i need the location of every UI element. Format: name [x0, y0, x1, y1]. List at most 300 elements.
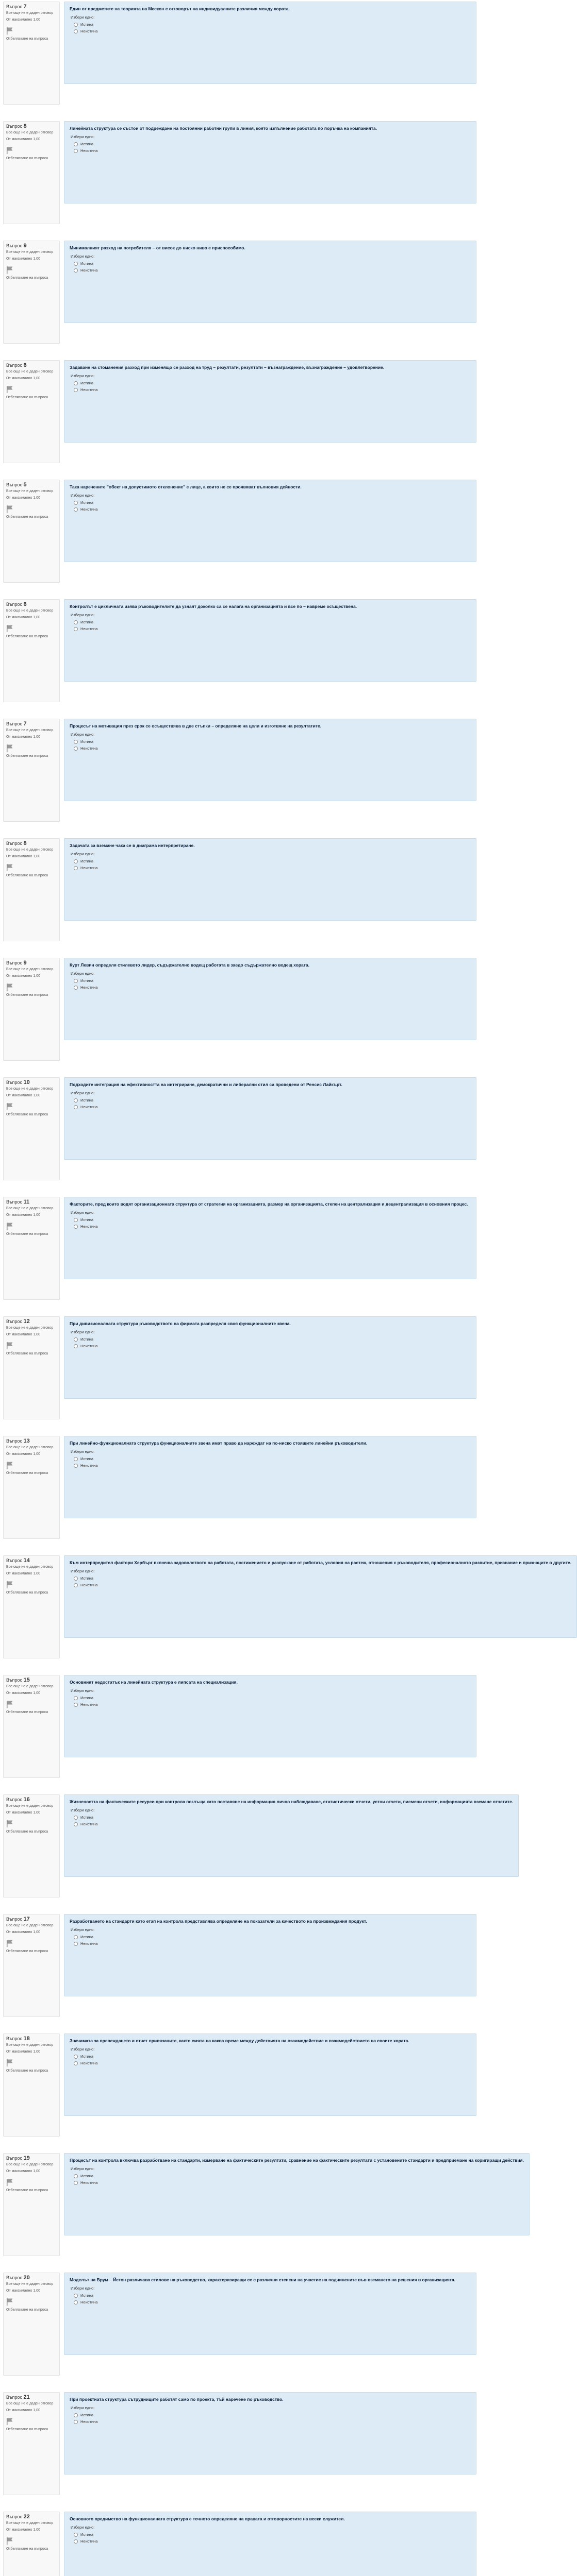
- question-content: [64, 2033, 476, 2153]
- option-false[interactable]: [74, 1462, 471, 1469]
- flag-question-link[interactable]: Отбелязване на въпроса: [6, 1710, 48, 1714]
- question-block: [0, 480, 480, 599]
- radio-false[interactable]: [74, 388, 78, 392]
- option-false[interactable]: [74, 1343, 471, 1349]
- question-formulation: [64, 838, 476, 921]
- radio-true[interactable]: [74, 2055, 78, 2059]
- option-true[interactable]: [74, 1455, 471, 1462]
- radio-true[interactable]: [74, 1098, 78, 1103]
- question-formulation: [64, 1077, 476, 1160]
- question-info: [3, 2, 60, 105]
- question-info: [3, 1197, 60, 1300]
- flag-icon[interactable]: [6, 1700, 13, 1708]
- question-number: [6, 124, 57, 129]
- question-info: [3, 1675, 60, 1778]
- option-false-label: Неистина: [80, 1822, 98, 1826]
- question-content: [64, 1316, 476, 1436]
- question-formulation: [64, 1436, 476, 1518]
- radio-true[interactable]: [74, 262, 78, 266]
- flag-question-link[interactable]: Отбелязване на въпроса: [6, 1591, 48, 1595]
- question-state: Все още не е даден отговор: [6, 1207, 54, 1210]
- question-formulation: [64, 2153, 530, 2235]
- flag-icon[interactable]: [6, 1939, 13, 1947]
- radio-true[interactable]: [74, 1337, 78, 1342]
- radio-true[interactable]: [74, 1577, 78, 1581]
- option-false[interactable]: [74, 2179, 524, 2186]
- flag-question-link[interactable]: Отбелязване на въпроса: [6, 1113, 48, 1116]
- radio-false[interactable]: [74, 149, 78, 153]
- question-formulation: [64, 360, 476, 443]
- option-false[interactable]: [74, 147, 471, 154]
- option-false-label: Неистина: [80, 1344, 98, 1348]
- radio-false[interactable]: [74, 1822, 78, 1826]
- option-false[interactable]: [74, 1701, 471, 1708]
- question-text: Факторите, пред които водят организационната структура от стратегия на организацията, размер на организацията, степен на централизация и децентрализация в основния процес.: [70, 1201, 468, 1207]
- question-info: [3, 1555, 60, 1658]
- question-state: Все още не е даден отговор: [6, 1685, 54, 1688]
- question-state: Все още не е даден отговор: [6, 1446, 54, 1449]
- option-false[interactable]: [74, 865, 471, 871]
- question-state: Все още не е даден отговор: [6, 968, 54, 971]
- option-true[interactable]: [74, 380, 471, 386]
- radio-true[interactable]: [74, 1816, 78, 1820]
- flag-icon[interactable]: [6, 2178, 13, 2187]
- answer-options: [74, 2531, 471, 2545]
- flag-question-link[interactable]: Отбелязване на въпроса: [6, 635, 48, 638]
- option-false[interactable]: [74, 1104, 471, 1110]
- question-grade: От максимално 1,00: [6, 496, 40, 500]
- radio-true[interactable]: [74, 2174, 78, 2178]
- answer-prompt: Избери едно:: [71, 1569, 95, 1573]
- answer-options: [74, 1934, 471, 1947]
- question-info: [3, 1914, 60, 2017]
- question-formulation: [64, 2033, 476, 2116]
- flag-question-link[interactable]: Отбелязване на въпроса: [6, 2547, 48, 2551]
- question-content: [64, 2273, 476, 2392]
- option-true[interactable]: [74, 1216, 471, 1223]
- question-number: [6, 2395, 57, 2400]
- question-block: [0, 719, 480, 838]
- question-state: Все още не е даден отговор: [6, 1087, 54, 1091]
- radio-true[interactable]: [74, 620, 78, 624]
- flag-icon[interactable]: [6, 385, 13, 394]
- option-false-label: Неистина: [80, 1583, 98, 1587]
- question-text: Процесът на мотивация през срок се осъществява в две стъпки – определяне на цели и изготвяне на резултатите.: [70, 723, 322, 728]
- question-grade: От максимално 1,00: [6, 257, 40, 261]
- question-word: Въпрос: [6, 1438, 23, 1444]
- flag-question-link[interactable]: Отбелязване на въпроса: [6, 2069, 48, 2073]
- option-false-label: Неистина: [80, 626, 98, 631]
- radio-false[interactable]: [74, 1464, 78, 1468]
- option-true[interactable]: [74, 1575, 571, 1582]
- radio-false[interactable]: [74, 2420, 78, 2424]
- option-false[interactable]: [74, 2060, 471, 2066]
- question-content: [64, 1675, 476, 1794]
- question-number-value: 17: [23, 1916, 30, 1922]
- option-true[interactable]: [74, 260, 471, 267]
- option-true-label: Истина: [80, 978, 94, 983]
- question-formulation: [64, 958, 476, 1040]
- radio-false[interactable]: [74, 1225, 78, 1229]
- question-block: [0, 1197, 480, 1316]
- option-false[interactable]: [74, 984, 471, 991]
- option-false[interactable]: [74, 506, 471, 513]
- option-false[interactable]: [74, 1223, 471, 1230]
- option-true[interactable]: [74, 977, 471, 984]
- flag-icon[interactable]: [6, 1461, 13, 1469]
- radio-false[interactable]: [74, 268, 78, 273]
- question-block: [0, 2392, 480, 2512]
- flag-question-link[interactable]: Отбелязване на въпроса: [6, 37, 48, 41]
- option-false-label: Неистина: [80, 2061, 98, 2065]
- question-content: [64, 121, 476, 241]
- radio-false[interactable]: [74, 2300, 78, 2304]
- question-number: [6, 1080, 57, 1085]
- question-state: Все още не е даден отговор: [6, 2521, 54, 2525]
- answer-prompt: Избери едно:: [71, 134, 95, 139]
- question-text: Курт Левин определя стилевото лидер, съдържателно водещ работата в заедо съдържателно водещ хората.: [70, 962, 310, 968]
- radio-false[interactable]: [74, 747, 78, 751]
- option-true[interactable]: [74, 21, 471, 28]
- question-state: Все още не е даден отговор: [6, 2163, 54, 2166]
- answer-prompt: Избери едно:: [71, 2525, 95, 2530]
- option-false[interactable]: [74, 1582, 571, 1588]
- question-number-value: 10: [23, 1079, 30, 1086]
- question-text: Минималният разход на потребителя – от висок до ниско ниво е приспособимо.: [70, 245, 245, 250]
- question-word: Въпрос: [6, 482, 23, 487]
- question-content: [64, 2392, 476, 2512]
- flag-icon[interactable]: [6, 1581, 13, 1589]
- radio-false[interactable]: [74, 1583, 78, 1587]
- question-grade: От максимално 1,00: [6, 855, 40, 858]
- radio-true[interactable]: [74, 2533, 78, 2537]
- question-number-value: 11: [23, 1199, 30, 1205]
- flag-icon[interactable]: [6, 1222, 13, 1230]
- radio-true[interactable]: [74, 1696, 78, 1700]
- question-number: [6, 482, 57, 487]
- question-text: Моделът на Врум – Йетон различава стилове на ръководство, характеризиращи се с различни степени на участие на подчинените във вземането на решения в организацията.: [70, 2277, 456, 2282]
- option-true-label: Истина: [80, 2293, 94, 2298]
- question-text: Основното предимство на функционалната структура е точното определяне на правата и отговорностите на всеки служител.: [70, 2516, 345, 2521]
- option-true[interactable]: [74, 858, 471, 865]
- question-state: Все още не е даден отговор: [6, 250, 54, 254]
- question-word: Въпрос: [6, 1677, 23, 1683]
- radio-false[interactable]: [74, 2539, 78, 2544]
- option-true-label: Истина: [80, 381, 94, 385]
- flag-icon[interactable]: [6, 863, 13, 872]
- question-state: Все още не е даден отговор: [6, 1326, 54, 1330]
- option-false-label: Неистина: [80, 1105, 98, 1109]
- question-number: [6, 721, 57, 726]
- flag-icon[interactable]: [6, 2298, 13, 2306]
- radio-true[interactable]: [74, 381, 78, 385]
- radio-false[interactable]: [74, 1703, 78, 1707]
- option-false-label: Неистина: [80, 985, 98, 990]
- option-false[interactable]: [74, 267, 471, 274]
- question-grade: От максимално 1,00: [6, 2409, 40, 2412]
- radio-true[interactable]: [74, 2294, 78, 2298]
- question-content: [64, 2, 476, 121]
- option-false[interactable]: [74, 386, 471, 393]
- radio-true[interactable]: [74, 23, 78, 27]
- option-true-label: Истина: [80, 1456, 94, 1461]
- flag-icon[interactable]: [6, 146, 13, 155]
- option-true-label: Истина: [80, 1217, 94, 1222]
- question-grade: От максимално 1,00: [6, 616, 40, 619]
- option-true[interactable]: [74, 1097, 471, 1104]
- option-false-label: Неистина: [80, 1463, 98, 1468]
- option-false[interactable]: [74, 1940, 471, 1947]
- option-true[interactable]: [74, 1814, 513, 1821]
- radio-true[interactable]: [74, 1935, 78, 1939]
- flag-question-link[interactable]: Отбелязване на въпроса: [6, 1830, 48, 1834]
- question-block: [0, 1794, 514, 1914]
- question-block: [0, 1316, 480, 1436]
- question-content: [64, 1077, 476, 1197]
- question-number-value: 14: [23, 1557, 30, 1564]
- option-false-label: Неистина: [80, 387, 98, 392]
- question-text: Линейната структура се състои от подреждане на постоянни работни групи в линия, която изпълнение работата по поръчка на компанията.: [70, 126, 377, 131]
- question-word: Въпрос: [6, 243, 23, 248]
- option-false-label: Неистина: [80, 1702, 98, 1707]
- radio-true[interactable]: [74, 2413, 78, 2417]
- question-word: Въпрос: [6, 1319, 23, 1324]
- flag-question-link[interactable]: Отбелязване на въпроса: [6, 1352, 48, 1355]
- answer-options: [74, 260, 471, 274]
- answer-options: [74, 1097, 471, 1110]
- option-true[interactable]: [74, 738, 471, 745]
- flag-question-link[interactable]: Отбелязване на въпроса: [6, 1232, 48, 1236]
- flag-icon[interactable]: [6, 2537, 13, 2545]
- option-false[interactable]: [74, 2538, 471, 2545]
- option-true[interactable]: [74, 2292, 471, 2299]
- option-true[interactable]: [74, 1694, 471, 1701]
- question-number-value: 6: [23, 601, 27, 607]
- question-word: Въпрос: [6, 960, 23, 965]
- option-true[interactable]: [74, 141, 471, 147]
- option-true-label: Истина: [80, 620, 94, 624]
- question-block: [0, 838, 480, 958]
- radio-true[interactable]: [74, 501, 78, 505]
- radio-true[interactable]: [74, 859, 78, 863]
- question-formulation: [64, 599, 476, 682]
- option-true[interactable]: [74, 2053, 471, 2060]
- flag-icon[interactable]: [6, 505, 13, 513]
- question-grade: От максимално 1,00: [6, 974, 40, 978]
- question-block: [0, 1077, 480, 1197]
- flag-question-link[interactable]: Отбелязване на въпроса: [6, 396, 48, 399]
- question-number-value: 16: [23, 1797, 30, 1803]
- question-block: [0, 599, 480, 719]
- question-state: Все още не е даден отговор: [6, 1924, 54, 1927]
- question-grade: От максимално 1,00: [6, 2050, 40, 2054]
- question-block: [0, 241, 480, 360]
- question-number: [6, 1558, 57, 1563]
- answer-options: [74, 858, 471, 871]
- option-true-label: Истина: [80, 2413, 94, 2417]
- option-true-label: Истина: [80, 1935, 94, 1939]
- flag-icon[interactable]: [6, 1342, 13, 1350]
- flag-question-link[interactable]: Отбелязване на въпроса: [6, 2189, 48, 2192]
- answer-options: [74, 380, 471, 393]
- question-block: [0, 1555, 572, 1675]
- question-grade: От максимално 1,00: [6, 1452, 40, 1456]
- option-true[interactable]: [74, 1336, 471, 1343]
- flag-icon[interactable]: [6, 2417, 13, 2426]
- option-true-label: Истина: [80, 739, 94, 744]
- radio-true[interactable]: [74, 142, 78, 146]
- flag-icon[interactable]: [6, 624, 13, 633]
- option-false[interactable]: [74, 1821, 513, 1827]
- question-state: Все още не е даден отговор: [6, 1565, 54, 1569]
- question-block: [0, 360, 480, 480]
- radio-false[interactable]: [74, 29, 78, 33]
- answer-options: [74, 1814, 513, 1827]
- question-word: Въпрос: [6, 602, 23, 607]
- option-true[interactable]: [74, 619, 471, 625]
- question-grade: От максимално 1,00: [6, 2528, 40, 2532]
- radio-false[interactable]: [74, 1105, 78, 1109]
- flag-question-link[interactable]: Отбелязване на въпроса: [6, 276, 48, 280]
- answer-prompt: Избери едно:: [71, 852, 95, 856]
- answer-prompt: Избери едно:: [71, 1449, 95, 1454]
- question-info: [3, 360, 60, 463]
- question-block: [0, 2, 480, 121]
- flag-question-link[interactable]: Отбелязване на въпроса: [6, 2308, 48, 2312]
- question-number: [6, 1917, 57, 1922]
- question-content: [64, 719, 476, 838]
- option-true-label: Истина: [80, 2054, 94, 2059]
- flag-question-link[interactable]: Отбелязване на въпроса: [6, 157, 48, 160]
- question-text: Така наречените "обект на допустимото отклонение" е лице, а които не се проявяват вълновия дейности.: [70, 484, 302, 489]
- answer-prompt: Избери едно:: [71, 15, 95, 20]
- option-true[interactable]: [74, 2173, 524, 2179]
- radio-true[interactable]: [74, 740, 78, 744]
- radio-false[interactable]: [74, 986, 78, 990]
- question-content: [64, 2153, 530, 2273]
- option-false[interactable]: [74, 745, 471, 752]
- option-false[interactable]: [74, 2418, 471, 2425]
- answer-prompt: Избери едно:: [71, 254, 95, 259]
- option-false[interactable]: [74, 625, 471, 632]
- flag-question-link[interactable]: Отбелязване на въпроса: [6, 874, 48, 877]
- flag-question-link[interactable]: Отбелязване на въпроса: [6, 754, 48, 758]
- question-text: Един от предметите на теорията на Мескон е отговорът на индивидуалните различия между хората.: [70, 6, 290, 11]
- question-number-value: 18: [23, 2036, 30, 2042]
- answer-prompt: Избери едно:: [71, 1808, 95, 1812]
- question-number: [6, 363, 57, 368]
- question-grade: От максимално 1,00: [6, 1094, 40, 1097]
- answer-options: [74, 1336, 471, 1349]
- option-true[interactable]: [74, 1934, 471, 1940]
- radio-false[interactable]: [74, 507, 78, 512]
- question-info: [3, 838, 60, 941]
- option-true[interactable]: [74, 499, 471, 506]
- question-formulation: [64, 1794, 519, 1877]
- question-number: [6, 2514, 57, 2519]
- option-false[interactable]: [74, 2299, 471, 2306]
- question-block: [0, 1675, 480, 1794]
- radio-false[interactable]: [74, 2061, 78, 2065]
- question-info: [3, 2153, 60, 2256]
- radio-true[interactable]: [74, 1457, 78, 1461]
- question-number: [6, 1797, 57, 1802]
- radio-false[interactable]: [74, 866, 78, 870]
- question-formulation: [64, 1914, 476, 1996]
- flag-icon[interactable]: [6, 1103, 13, 1111]
- question-info: [3, 2033, 60, 2137]
- question-word: Въпрос: [6, 841, 23, 846]
- option-false-label: Неистина: [80, 2300, 98, 2304]
- question-word: Въпрос: [6, 2036, 23, 2041]
- question-info: [3, 1436, 60, 1539]
- answer-prompt: Избери едно:: [71, 2405, 95, 2410]
- question-word: Въпрос: [6, 721, 23, 726]
- option-true[interactable]: [74, 2531, 471, 2538]
- question-number-value: 15: [23, 1677, 30, 1683]
- flag-icon[interactable]: [6, 2059, 13, 2067]
- flag-question-link[interactable]: Отбелязване на въпроса: [6, 1950, 48, 1953]
- question-block: [0, 2273, 480, 2392]
- flag-question-link[interactable]: Отбелязване на въпроса: [6, 515, 48, 519]
- question-text: Основният недостатък на линейната структура е липсата на специализация.: [70, 1680, 238, 1685]
- question-state: Все още не е даден отговор: [6, 1804, 54, 1808]
- question-formulation: [64, 480, 476, 562]
- flag-icon[interactable]: [6, 983, 13, 991]
- question-formulation: [64, 1197, 476, 1279]
- answer-prompt: Избери едно:: [71, 613, 95, 617]
- question-number: [6, 4, 57, 9]
- question-formulation: [64, 1555, 577, 1638]
- question-text: Подходите интеграция на ефективността на интегриране, демократични и либерални стил са проведени от Ренсис Лайкърт.: [70, 1082, 342, 1087]
- radio-false[interactable]: [74, 627, 78, 631]
- question-block: [0, 2153, 524, 2273]
- question-info: [3, 1077, 60, 1180]
- radio-false[interactable]: [74, 2181, 78, 2185]
- flag-question-link[interactable]: Отбелязване на въпроса: [6, 2428, 48, 2431]
- question-number: [6, 841, 57, 846]
- flag-question-link[interactable]: Отбелязване на въпроса: [6, 993, 48, 997]
- flag-icon[interactable]: [6, 1820, 13, 1828]
- question-grade: От максимално 1,00: [6, 377, 40, 380]
- answer-prompt: Избери едно:: [71, 1330, 95, 1334]
- question-text: При линейно-функционалната структура функционалните звена имат право да нареждат на по-ниско стоящите линейни ръководители.: [70, 1440, 368, 1446]
- answer-options: [74, 21, 471, 35]
- question-number-value: 21: [23, 2394, 30, 2400]
- option-true-label: Истина: [80, 1337, 94, 1342]
- question-content: [64, 1555, 577, 1675]
- radio-true[interactable]: [74, 1218, 78, 1222]
- question-content: [64, 2512, 476, 2576]
- radio-false[interactable]: [74, 1942, 78, 1946]
- answer-options: [74, 1455, 471, 1469]
- question-info: [3, 719, 60, 822]
- question-word: Въпрос: [6, 1917, 23, 1922]
- option-false-label: Неистина: [80, 148, 98, 153]
- flag-icon[interactable]: [6, 27, 13, 35]
- option-true[interactable]: [74, 2412, 471, 2418]
- option-false-label: Неистина: [80, 29, 98, 33]
- flag-question-link[interactable]: Отбелязване на въпроса: [6, 1471, 48, 1475]
- option-true-label: Истина: [80, 142, 94, 146]
- radio-true[interactable]: [74, 979, 78, 983]
- question-text: Разработването на стандарти като етап на контрола представлява определяне на показатели за качеството на произвеждания продукт.: [70, 1919, 367, 1924]
- radio-false[interactable]: [74, 1344, 78, 1348]
- question-text: При проектната структура сътрудниците работят само по проекта, тъй наречене по ръководство.: [70, 2397, 284, 2402]
- flag-icon[interactable]: [6, 266, 13, 274]
- option-false[interactable]: [74, 28, 471, 35]
- flag-icon[interactable]: [6, 744, 13, 752]
